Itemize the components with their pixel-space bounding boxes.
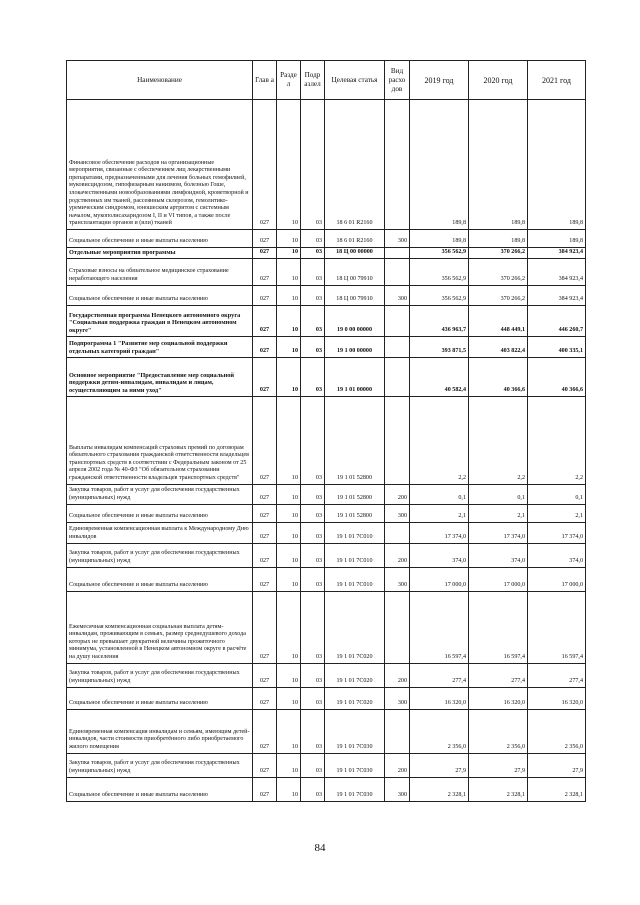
row-podrazdel: 03 — [301, 522, 325, 543]
row-razdel: 10 — [277, 522, 301, 543]
row-vid — [385, 709, 410, 753]
row-vid: 300 — [385, 504, 410, 522]
table-row — [67, 504, 586, 522]
row-glava: 027 — [253, 484, 277, 504]
row-podrazdel: 03 — [301, 709, 325, 753]
row-2019: 17 000,0 — [410, 567, 469, 591]
row-vid: 300 — [385, 230, 410, 248]
row-target: 19 1 01 52800 — [325, 396, 385, 484]
header-vid: Вид расхо дов — [385, 61, 410, 100]
row-glava: 027 — [253, 777, 277, 801]
row-target: 19 1 01 52800 — [325, 504, 385, 522]
row-podrazdel: 03 — [301, 230, 325, 248]
row-podrazdel: 03 — [301, 753, 325, 777]
budget-document — [66, 60, 585, 802]
row-2021: 2,2 — [528, 396, 586, 484]
row-2020: 2,1 — [469, 504, 528, 522]
row-name: Закупка товаров, работ и услуг для обеспечения государственных (муниципальных) нужд — [67, 484, 253, 504]
header-razdel: Разде л — [277, 61, 301, 100]
row-name: Социальное обеспечение и иные выплаты населению — [67, 285, 253, 305]
row-2019: 356 562,9 — [410, 285, 469, 305]
row-name: Финансовое обеспечение расходов на организационные мероприятия, связанные с обеспечением лиц лекарственными препаратами, предназначенными для лечения больных гемофилией, муковисцидозом, гипофизарным нанизмом, болезнью Гоше, злокачественными новообразованиями лимфоидной, кроветворной и родственных им тканей, рассеянным склерозом, гемолитико-уремическим синдромом, юношеским артритом с системным началом, мукополисахаридозом I, II и VI типов, а также после трансплантации органов и (или) тканей — [67, 100, 253, 230]
row-podrazdel: 03 — [301, 100, 325, 230]
row-razdel: 10 — [277, 777, 301, 801]
table-row — [67, 396, 586, 484]
row-target: 19 1 01 52800 — [325, 484, 385, 504]
row-name: Закупка товаров, работ и услуг для обеспечения государственных (муниципальных) нужд — [67, 543, 253, 567]
row-target: 18 6 01 R2160 — [325, 100, 385, 230]
row-2021: 17 374,0 — [528, 522, 586, 543]
row-2021: 2 328,1 — [528, 777, 586, 801]
row-name: Подпрограмма 1 "Развитие мер социальной поддержки отдельных категорий граждан" — [67, 336, 253, 357]
row-2019: 16 597,4 — [410, 591, 469, 663]
row-name: Страховые взносы на обязательное медицинское страхование неработающего населения — [67, 258, 253, 285]
row-glava: 027 — [253, 285, 277, 305]
row-2021: 27,9 — [528, 753, 586, 777]
row-target: 18 Ц 00 79910 — [325, 258, 385, 285]
row-razdel: 10 — [277, 230, 301, 248]
row-2020: 2 328,1 — [469, 777, 528, 801]
row-vid: 200 — [385, 753, 410, 777]
header-target: Целевая статья — [325, 61, 385, 100]
row-name: Отдельные мероприятия программы — [67, 248, 253, 259]
row-2020: 2 356,0 — [469, 709, 528, 753]
header-2020: 2020 год — [469, 61, 528, 100]
row-razdel: 10 — [277, 484, 301, 504]
table-row — [67, 543, 586, 567]
row-glava: 027 — [253, 396, 277, 484]
table-row — [67, 687, 586, 709]
row-2020: 374,0 — [469, 543, 528, 567]
row-2021: 374,0 — [528, 543, 586, 567]
row-podrazdel: 03 — [301, 357, 325, 396]
row-razdel: 10 — [277, 248, 301, 259]
row-razdel: 10 — [277, 258, 301, 285]
table-row — [67, 567, 586, 591]
row-vid: 200 — [385, 484, 410, 504]
budget-table — [66, 60, 586, 802]
row-2019: 393 871,5 — [410, 336, 469, 357]
row-target: 19 1 01 7С030 — [325, 753, 385, 777]
row-podrazdel: 03 — [301, 305, 325, 336]
table-row — [67, 100, 586, 230]
row-name: Закупка товаров, работ и услуг для обеспечения государственных (муниципальных) нужд — [67, 663, 253, 687]
row-razdel: 10 — [277, 396, 301, 484]
row-2020: 27,9 — [469, 753, 528, 777]
row-target: 18 6 01 R2160 — [325, 230, 385, 248]
row-2019: 16 320,0 — [410, 687, 469, 709]
row-podrazdel: 03 — [301, 285, 325, 305]
row-2021: 2 356,0 — [528, 709, 586, 753]
row-glava: 027 — [253, 709, 277, 753]
row-2020: 189,8 — [469, 230, 528, 248]
row-target: 19 1 01 7С030 — [325, 709, 385, 753]
row-2021: 189,8 — [528, 100, 586, 230]
row-2019: 40 582,4 — [410, 357, 469, 396]
row-2019: 2 328,1 — [410, 777, 469, 801]
row-razdel: 10 — [277, 357, 301, 396]
row-2021: 16 597,4 — [528, 591, 586, 663]
row-2020: 0,1 — [469, 484, 528, 504]
row-2020: 189,8 — [469, 100, 528, 230]
row-2019: 27,9 — [410, 753, 469, 777]
row-glava: 027 — [253, 504, 277, 522]
row-2021: 40 366,6 — [528, 357, 586, 396]
table-row — [67, 230, 586, 248]
row-2020: 370 266,2 — [469, 258, 528, 285]
row-vid — [385, 100, 410, 230]
row-vid — [385, 357, 410, 396]
header-2019: 2019 год — [410, 61, 469, 100]
row-vid — [385, 591, 410, 663]
row-2019: 277,4 — [410, 663, 469, 687]
row-vid: 200 — [385, 543, 410, 567]
table-row — [67, 285, 586, 305]
row-glava: 027 — [253, 753, 277, 777]
row-glava: 027 — [253, 543, 277, 567]
row-vid — [385, 522, 410, 543]
row-razdel: 10 — [277, 567, 301, 591]
row-2020: 17 374,0 — [469, 522, 528, 543]
row-razdel: 10 — [277, 709, 301, 753]
row-2021: 384 923,4 — [528, 285, 586, 305]
row-2021: 2,1 — [528, 504, 586, 522]
row-razdel: 10 — [277, 336, 301, 357]
row-vid — [385, 336, 410, 357]
table-body — [67, 100, 586, 802]
row-name: Социальное обеспечение и иные выплаты населению — [67, 230, 253, 248]
row-target: 19 0 00 00000 — [325, 305, 385, 336]
row-name: Основное мероприятие "Предоставление мер социальной поддержки детям-инвалидам, инвалидам и лицам, осуществляющим за ними уход" — [67, 357, 253, 396]
row-target: 18 Ц 00 79910 — [325, 285, 385, 305]
row-2019: 0,1 — [410, 484, 469, 504]
row-glava: 027 — [253, 336, 277, 357]
row-name: Ежемесячная компенсационная социальная выплата детям-инвалидам, проживающим в семьях, размер среднедушевого дохода которых не превышает двукратной величины прожиточного минимума, установленной в Ненецком автономном округе в расчёте на душу населения — [67, 591, 253, 663]
row-podrazdel: 03 — [301, 591, 325, 663]
row-target: 19 1 00 00000 — [325, 336, 385, 357]
table-header-row — [67, 61, 586, 100]
row-podrazdel: 03 — [301, 484, 325, 504]
row-2021: 384 923,4 — [528, 258, 586, 285]
row-podrazdel: 03 — [301, 504, 325, 522]
row-glava: 027 — [253, 567, 277, 591]
row-2019: 374,0 — [410, 543, 469, 567]
row-vid: 300 — [385, 567, 410, 591]
row-2021: 17 000,0 — [528, 567, 586, 591]
table-row — [67, 248, 586, 259]
row-razdel: 10 — [277, 100, 301, 230]
row-vid: 300 — [385, 777, 410, 801]
row-podrazdel: 03 — [301, 336, 325, 357]
row-2020: 370 266,2 — [469, 285, 528, 305]
row-glava: 027 — [253, 357, 277, 396]
row-target: 19 1 01 7С010 — [325, 543, 385, 567]
row-vid — [385, 248, 410, 259]
row-name: Социальное обеспечение и иные выплаты населению — [67, 687, 253, 709]
row-2020: 448 449,1 — [469, 305, 528, 336]
row-2021: 277,4 — [528, 663, 586, 687]
row-target: 19 1 01 7С010 — [325, 522, 385, 543]
row-glava: 027 — [253, 100, 277, 230]
row-target: 19 1 01 7С010 — [325, 567, 385, 591]
row-2019: 2,2 — [410, 396, 469, 484]
table-row — [67, 305, 586, 336]
row-razdel: 10 — [277, 663, 301, 687]
row-2019: 356 562,9 — [410, 258, 469, 285]
row-razdel: 10 — [277, 753, 301, 777]
row-target: 19 1 01 7С020 — [325, 663, 385, 687]
row-2019: 2,1 — [410, 504, 469, 522]
row-razdel: 10 — [277, 543, 301, 567]
row-name: Социальное обеспечение и иные выплаты населению — [67, 567, 253, 591]
row-target: 18 Ц 00 00000 — [325, 248, 385, 259]
page-number: 84 — [314, 842, 326, 854]
table-row — [67, 522, 586, 543]
table-row — [67, 484, 586, 504]
row-glava: 027 — [253, 687, 277, 709]
row-glava: 027 — [253, 258, 277, 285]
row-name: Социальное обеспечение и иные выплаты населению — [67, 504, 253, 522]
row-target: 19 1 01 7С020 — [325, 591, 385, 663]
row-name: Закупка товаров, работ и услуг для обеспечения государственных (муниципальных) нужд — [67, 753, 253, 777]
row-podrazdel: 03 — [301, 258, 325, 285]
row-target: 19 1 01 00000 — [325, 357, 385, 396]
row-target: 19 1 01 7С020 — [325, 687, 385, 709]
row-2019: 356 562,9 — [410, 248, 469, 259]
row-2019: 189,8 — [410, 230, 469, 248]
row-glava: 027 — [253, 522, 277, 543]
row-name: Выплаты инвалидам компенсаций страховых премий по договорам обязательного страхования гражданской ответственности владельцев транспортных средств в соответствии с Федеральным законом от 25 апреля 2002 года № 40-ФЗ "Об обязательном страховании гражданской ответственности владельцев транспортных средств" — [67, 396, 253, 484]
row-podrazdel: 03 — [301, 396, 325, 484]
row-glava: 027 — [253, 663, 277, 687]
table-row — [67, 591, 586, 663]
table-row — [67, 777, 586, 801]
row-podrazdel: 03 — [301, 567, 325, 591]
row-2020: 2,2 — [469, 396, 528, 484]
table-row — [67, 258, 586, 285]
row-2020: 16 597,4 — [469, 591, 528, 663]
header-glava: Глав а — [253, 61, 277, 100]
row-2021: 16 320,0 — [528, 687, 586, 709]
row-2021: 446 260,7 — [528, 305, 586, 336]
row-2020: 370 266,2 — [469, 248, 528, 259]
row-2020: 16 320,0 — [469, 687, 528, 709]
row-podrazdel: 03 — [301, 248, 325, 259]
row-2020: 40 366,6 — [469, 357, 528, 396]
row-podrazdel: 03 — [301, 687, 325, 709]
row-podrazdel: 03 — [301, 777, 325, 801]
row-vid — [385, 305, 410, 336]
header-podrazdel: Подр азлел — [301, 61, 325, 100]
row-glava: 027 — [253, 230, 277, 248]
row-vid — [385, 258, 410, 285]
row-vid: 300 — [385, 285, 410, 305]
row-2019: 436 963,7 — [410, 305, 469, 336]
row-2019: 2 356,0 — [410, 709, 469, 753]
row-razdel: 10 — [277, 504, 301, 522]
row-2019: 17 374,0 — [410, 522, 469, 543]
row-podrazdel: 03 — [301, 543, 325, 567]
table-row — [67, 709, 586, 753]
row-target: 19 1 01 7С030 — [325, 777, 385, 801]
row-name: Государственная программа Ненецкого автономного округа "Социальная поддержка граждан в Ненецком автономном округе" — [67, 305, 253, 336]
header-name: Наименование — [67, 61, 253, 100]
row-2020: 17 000,0 — [469, 567, 528, 591]
row-glava: 027 — [253, 248, 277, 259]
row-glava: 027 — [253, 305, 277, 336]
table-row — [67, 336, 586, 357]
row-vid: 300 — [385, 687, 410, 709]
row-2020: 277,4 — [469, 663, 528, 687]
row-podrazdel: 03 — [301, 663, 325, 687]
table-row — [67, 753, 586, 777]
row-2020: 403 822,4 — [469, 336, 528, 357]
row-name: Единовременная компенсационная выплата к Международному Дню инвалидов — [67, 522, 253, 543]
row-2021: 0,1 — [528, 484, 586, 504]
row-razdel: 10 — [277, 285, 301, 305]
header-2021: 2021 год — [528, 61, 586, 100]
table-row — [67, 357, 586, 396]
row-razdel: 10 — [277, 305, 301, 336]
row-glava: 027 — [253, 591, 277, 663]
row-2019: 189,8 — [410, 100, 469, 230]
row-vid: 200 — [385, 663, 410, 687]
row-razdel: 10 — [277, 687, 301, 709]
row-name: Единовременная компенсация инвалидам и семьям, имеющим детей-инвалидов, части стоимости приобретённого либо приобретаемого жилого помещения — [67, 709, 253, 753]
row-razdel: 10 — [277, 591, 301, 663]
row-2021: 189,8 — [528, 230, 586, 248]
row-vid — [385, 396, 410, 484]
row-name: Социальное обеспечение и иные выплаты населению — [67, 777, 253, 801]
row-2021: 384 923,4 — [528, 248, 586, 259]
row-2021: 400 335,1 — [528, 336, 586, 357]
table-row — [67, 663, 586, 687]
